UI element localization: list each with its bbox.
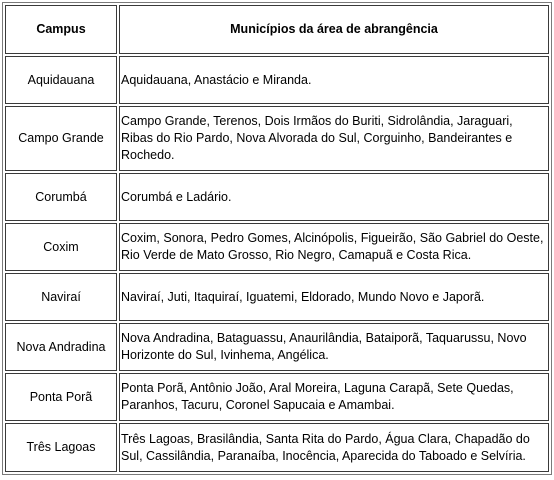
campus-cell: Naviraí [5, 273, 117, 321]
campus-cell: Corumbá [5, 173, 117, 221]
campus-table-container [2, 2, 552, 475]
table-header-row [5, 5, 549, 54]
campus-cell: Ponta Porã [5, 373, 117, 421]
municipios-cell: Coxim, Sonora, Pedro Gomes, Alcinópolis, Figueirão, São Gabriel do Oeste, Rio Verde de Mato Grosso, Rio Negro, Camapuã e Costa Rica. [119, 223, 549, 271]
table-row [5, 373, 549, 421]
municipios-cell: Aquidauana, Anastácio e Miranda. [119, 56, 549, 104]
municipios-cell: Ponta Porã, Antônio João, Aral Moreira, Laguna Carapã, Sete Quedas, Paranhos, Tacuru, Coronel Sapucaia e Amambai. [119, 373, 549, 421]
table-row [5, 423, 549, 472]
campus-cell: Três Lagoas [5, 423, 117, 472]
table-row [5, 173, 549, 221]
table-row [5, 223, 549, 271]
campus-cell: Coxim [5, 223, 117, 271]
header-municipios: Municípios da área de abrangência [119, 5, 549, 54]
municipios-cell: Nova Andradina, Bataguassu, Anaurilândia, Bataiporã, Taquarussu, Novo Horizonte do Sul, Ivinhema, Angélica. [119, 323, 549, 371]
table-row [5, 56, 549, 104]
campus-cell: Campo Grande [5, 106, 117, 171]
campus-municipios-table [2, 2, 552, 475]
municipios-cell: Três Lagoas, Brasilândia, Santa Rita do Pardo, Água Clara, Chapadão do Sul, Cassilândia, Paranaíba, Inocência, Aparecida do Taboado e Selvíria. [119, 423, 549, 472]
municipios-cell: Corumbá e Ladário. [119, 173, 549, 221]
table-row [5, 323, 549, 371]
table-row [5, 273, 549, 321]
municipios-cell: Campo Grande, Terenos, Dois Irmãos do Buriti, Sidrolândia, Jaraguari, Ribas do Rio Pardo, Nova Alvorada do Sul, Corguinho, Bandeirantes e Rochedo. [119, 106, 549, 171]
campus-cell: Nova Andradina [5, 323, 117, 371]
municipios-cell: Naviraí, Juti, Itaquiraí, Iguatemi, Eldorado, Mundo Novo e Japorã. [119, 273, 549, 321]
table-row [5, 106, 549, 171]
header-campus: Campus [5, 5, 117, 54]
campus-cell: Aquidauana [5, 56, 117, 104]
